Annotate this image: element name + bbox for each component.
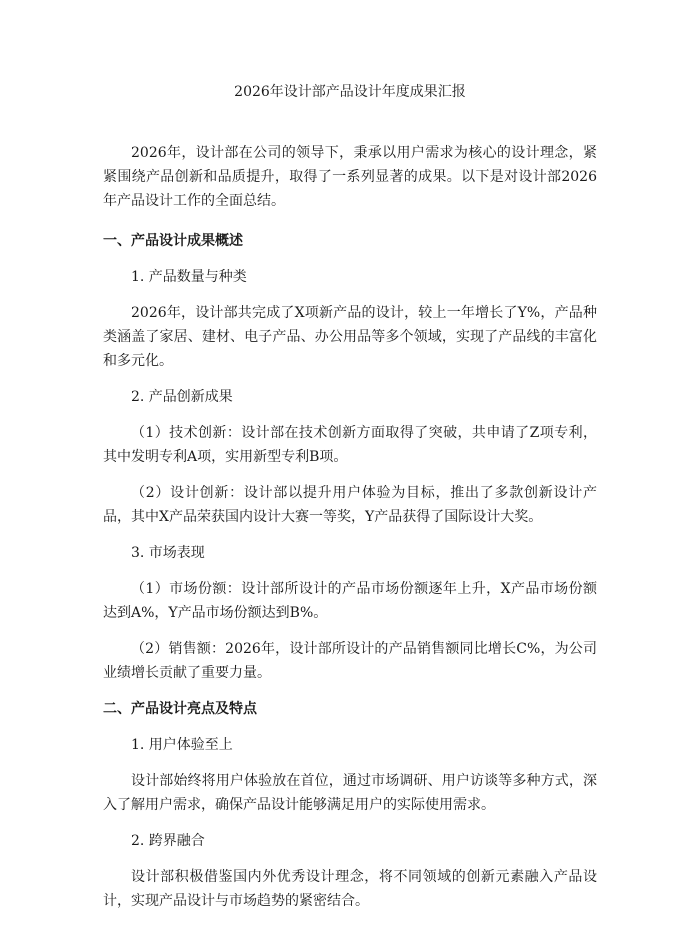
subsection-heading-2-2: 2. 跨界融合	[131, 833, 205, 849]
paragraph-product-quantity: 2026年，设计部共完成了X项新产品的设计，较上一年增长了Y%，产品种类涵盖了家居、建材、电子产品、办公用品等多个领域，实现了产品线的丰富化和多元化。	[103, 305, 597, 369]
subsection-heading-2-1: 1. 用户体验至上	[131, 737, 233, 753]
subsection-heading-1-2: 2. 产品创新成果	[131, 389, 233, 405]
subsection-heading-1-3: 3. 市场表现	[131, 545, 205, 561]
paragraph-sales: （2）销售额：2026年，设计部所设计的产品销售额同比增长C%，为公司业绩增长贡献了重要力量。	[103, 641, 597, 681]
subsection-heading-1-1: 1. 产品数量与种类	[131, 269, 247, 285]
document-title: 2026年设计部产品设计年度成果汇报	[234, 84, 466, 100]
paragraph-market-share: （1）市场份额：设计部所设计的产品市场份额逐年上升，X产品市场份额达到A%，Y产品市场份额达到B%。	[103, 581, 597, 621]
paragraph-cross-border: 设计部积极借鉴国内外优秀设计理念，将不同领域的创新元素融入产品设计，实现产品设计与市场趋势的紧密结合。	[103, 869, 597, 909]
section-heading-1: 一、产品设计成果概述	[103, 233, 243, 249]
document-body	[103, 141, 597, 925]
section-heading-2: 二、产品设计亮点及特点	[103, 701, 257, 717]
paragraph-user-experience: 设计部始终将用户体验放在首位，通过市场调研、用户访谈等多种方式，深入了解用户需求，确保产品设计能够满足用户的实际使用需求。	[103, 773, 597, 813]
intro-paragraph: 2026年，设计部在公司的领导下，秉承以用户需求为核心的设计理念，紧紧围绕产品创新和品质提升，取得了一系列显著的成果。以下是对设计部2026年产品设计工作的全面总结。	[103, 145, 597, 209]
paragraph-tech-innovation: （1）技术创新：设计部在技术创新方面取得了突破，共申请了Z项专利，其中发明专利A项，实用新型专利B项。	[103, 425, 597, 465]
paragraph-design-innovation: （2）设计创新：设计部以提升用户体验为目标，推出了多款创新设计产品，其中X产品荣获国内设计大赛一等奖，Y产品获得了国际设计大奖。	[103, 485, 597, 525]
